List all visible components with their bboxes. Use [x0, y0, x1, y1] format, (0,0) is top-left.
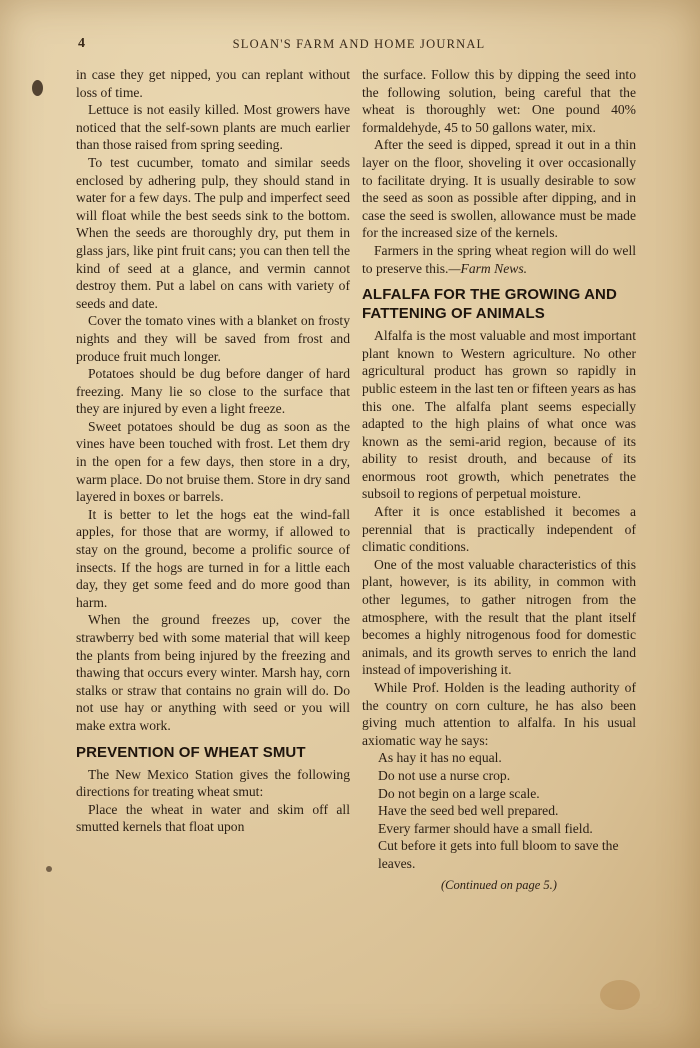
article-paragraph: in case they get nipped, you can replant without loss of time. — [76, 67, 350, 100]
saying: Do not use a nurse crop. — [378, 767, 511, 783]
saying: Have the seed bed well prepared. — [378, 803, 559, 819]
article-paragraph: While Prof. Holden is the leading authority of the country on corn culture, he has also been giving much attention to alfalfa. In his usual axiomatic way he says: — [362, 680, 636, 748]
article-paragraph: Place the wheat in water and skim off all smutted kernels that float upon — [76, 801, 350, 835]
farmers-text: Farmers in the spring wheat region will do well to preserve this. — [362, 242, 636, 276]
continued-note: (Continued on page 5.) — [441, 877, 557, 892]
article-paragraph: Sweet potatoes should be dug as soon as the vines have been touched with frost. Let them dry in the open for a few days, then store in a dry, warm place. Do not bruise them. Store in dry sand layered in boxes or barrels. — [76, 418, 350, 505]
article-paragraph — [362, 242, 636, 277]
article-paragraph: One of the most valuable characteristics of this plant, however, is its ability, in common with other legumes, to gather nitrogen from the atmosphere, with the result that the plant itself becomes a highly nitrogenous food for domestic animals, and its growth serves to enrich the land instead of impoverishing it. — [362, 556, 636, 678]
alfalfa-heading: ALFALFA FOR THE GROWING AND FATTENING OF ANIMALS — [362, 286, 617, 323]
article-paragraph: After the seed is dipped, spread it out in a thin layer on the floor, shoveling it over occasionally to facilitate drying. It is usually desirable to sow the seed as soon as possible after dipping, and in case the seed is swollen, allowance must be made for the increased size of the kernels. — [362, 137, 636, 241]
article-paragraph: the surface. Follow this by dipping the seed into the following solution, being careful that the wheat is thoroughly wet: One pound 40% formaldehyde, 45 to 50 gallons water, mix. — [362, 67, 636, 135]
page-header — [78, 36, 640, 56]
article-paragraph: To test cucumber, tomato and similar seeds enclosed by adhering pulp, they should stand in water for a few days. The pulp and imperfect seed will float while the best seeds sink to the bottom. When the seeds are thoroughly dry, put them in glass jars, like pint fruit cans; you can then tell the kind of seed at a glance, and vermin cannot destroy them. Put a label on cans with variety of seeds and date. — [76, 154, 350, 311]
ink-blot — [32, 80, 43, 96]
saying: Every farmer should have a small field. — [378, 820, 593, 836]
attribution: —Farm News. — [448, 260, 528, 276]
journal-title: SLOAN'S FARM AND HOME JOURNAL — [232, 37, 486, 51]
sayings-list — [362, 749, 636, 872]
ink-spot — [46, 866, 52, 872]
saying: Do not begin on a large scale. — [378, 785, 540, 801]
saying: Cut before it gets into full bloom to save the leaves. — [378, 838, 619, 871]
article-paragraph: Potatoes should be dug before danger of hard freezing. Many lie so close to the surface that they are injured by even a light freeze. — [76, 366, 350, 417]
left-column — [76, 66, 350, 836]
wheat-smut-heading: PREVENTION OF WHEAT SMUT — [76, 743, 306, 761]
saying: As hay it has no equal. — [378, 750, 502, 766]
article-paragraph: After it is once established it becomes a perennial that is practically independent of climatic conditions. — [362, 504, 636, 555]
paper-stain — [600, 980, 640, 1010]
article-paragraph: It is better to let the hogs eat the wind-fall apples, for those that are wormy, if allowed to stay on the ground, become a prolific source of insects. If the hogs are turned in for a little each day, they get some feed and do more good than harm. — [76, 506, 350, 610]
article-paragraph: Lettuce is not easily killed. Most growers have noticed that the self-sown plants are much earlier than those raised from spring seeding. — [76, 102, 350, 153]
article-paragraph: Alfalfa is the most valuable and most important plant known to Western agriculture. No other agricultural product has grown so rapidly in public esteem in the last ten or fifteen years as has this one. The alfalfa plant seems especially adapted to the high plains of what once was known as the semi-arid region, because of its ability to resist drouth, and because of its enormous root growth, which penetrates the subsoil to regions of perpetual moisture. — [362, 328, 636, 502]
article-paragraph: The New Mexico Station gives the following directions for treating wheat smut: — [76, 766, 350, 800]
article-paragraph: Cover the tomato vines with a blanket on frosty nights and they will be saved from frost and produce fruit much longer. — [76, 313, 350, 364]
article-paragraph: When the ground freezes up, cover the strawberry bed with some material that will keep the plants from being injured by the freezing and thawing that occurs every winter. Marsh hay, corn stalks or straw that contains no grain will do. Do not use hay or anything with seed or you will make extra work. — [76, 612, 350, 733]
right-column — [362, 66, 636, 894]
page-number: 4 — [78, 36, 85, 51]
